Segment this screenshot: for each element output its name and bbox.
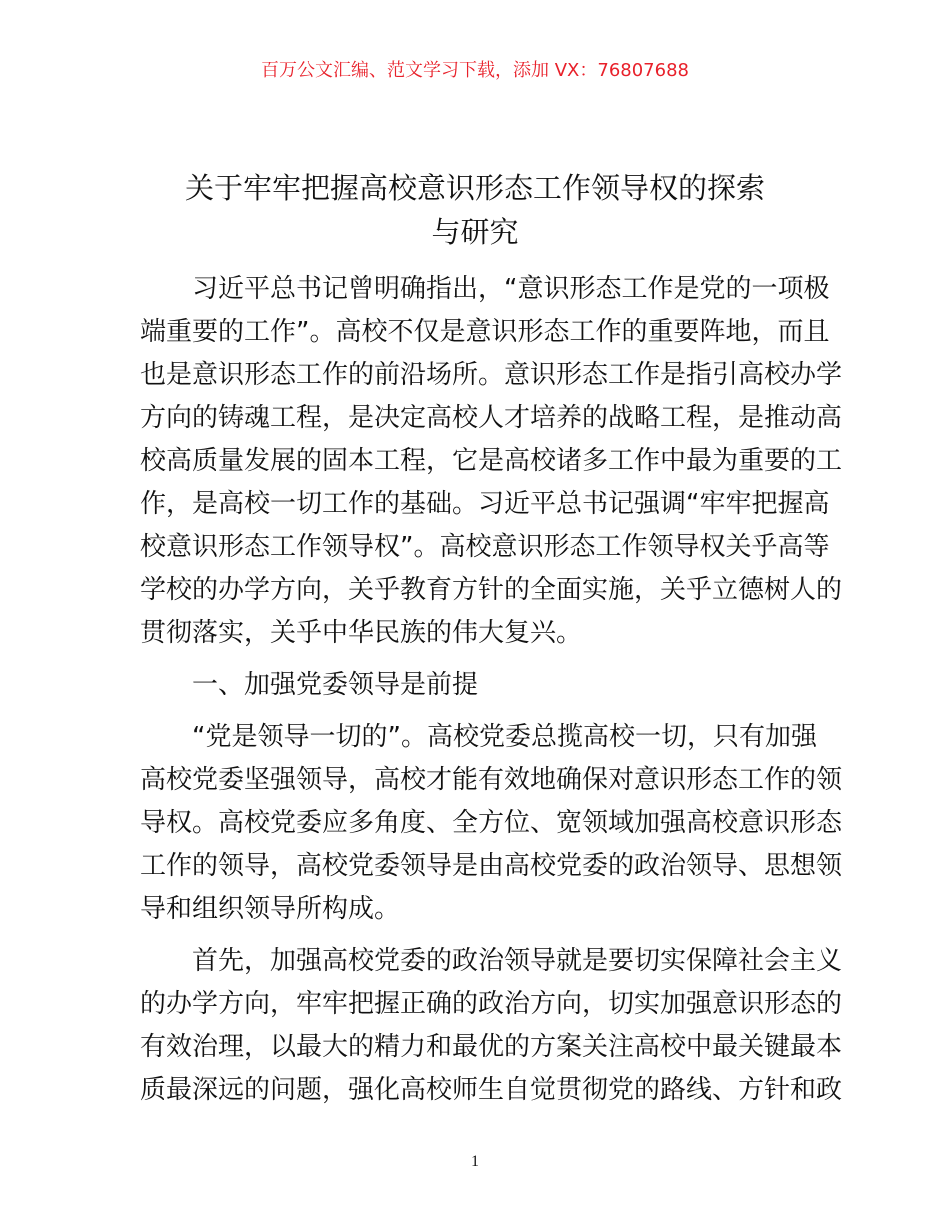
title-line: 与研究 xyxy=(431,215,519,249)
section-heading xyxy=(140,664,810,707)
paragraph xyxy=(140,268,843,655)
text-line: 方向的铸魂工程，是决定高校人才培养的战略工程，是推动高 xyxy=(140,403,843,433)
text-line: 导和组织领导所构成。 xyxy=(140,894,401,924)
text-line: 贯彻落实，关乎中华民族的伟大复兴。 xyxy=(140,618,583,648)
document-body xyxy=(140,268,843,1121)
document-title xyxy=(120,166,830,254)
text-line: 质最深远的问题，强化高校师生自觉贯彻党的路线、方针和政 xyxy=(140,1075,843,1105)
text-line: 端重要的工作”。高校不仅是意识形态工作的重要阵地，而且 xyxy=(140,317,830,347)
text-line: 一、加强党委领导是前提 xyxy=(192,670,479,700)
paragraph xyxy=(140,716,843,931)
text-line: 习近平总书记曾明确指出，“意识形态工作是党的一项极 xyxy=(192,274,830,304)
text-line: 学校的办学方向，关乎教育方针的全面实施，关乎立德树人的 xyxy=(140,575,843,605)
download-banner: 百万公文汇编、范文学习下载，添加 VX：76807688 xyxy=(261,60,689,81)
text-line: 高校党委坚强领导，高校才能有效地确保对意识形态工作的领 xyxy=(140,765,843,795)
paragraph xyxy=(140,940,843,1112)
text-line: 也是意识形态工作的前沿场所。意识形态工作是指引高校办学 xyxy=(140,360,843,390)
text-line: 有效治理，以最大的精力和最优的方案关注高校中最关键最本 xyxy=(140,1032,843,1062)
text-line: 的办学方向，牢牢把握正确的政治方向，切实加强意识形态的 xyxy=(140,989,843,1019)
text-line: “党是领导一切的”。高校党委总揽高校一切，只有加强 xyxy=(192,722,817,752)
text-line: 作，是高校一切工作的基础。习近平总书记强调“牢牢把握高 xyxy=(140,489,830,519)
title-line: 关于牢牢把握高校意识形态工作领导权的探索 xyxy=(184,171,765,205)
page-number: 1 xyxy=(471,1153,479,1170)
text-line: 导权。高校党委应多角度、全方位、宽领域加强高校意识形态 xyxy=(140,808,843,838)
text-line: 校意识形态工作领导权”。高校意识形态工作领导权关乎高等 xyxy=(140,532,830,562)
text-line: 校高质量发展的固本工程，它是高校诸多工作中最为重要的工 xyxy=(140,446,843,476)
text-line: 首先，加强高校党委的政治领导就是要切实保障社会主义 xyxy=(192,946,843,976)
text-line: 工作的领导，高校党委领导是由高校党委的政治领导、思想领 xyxy=(140,851,843,881)
